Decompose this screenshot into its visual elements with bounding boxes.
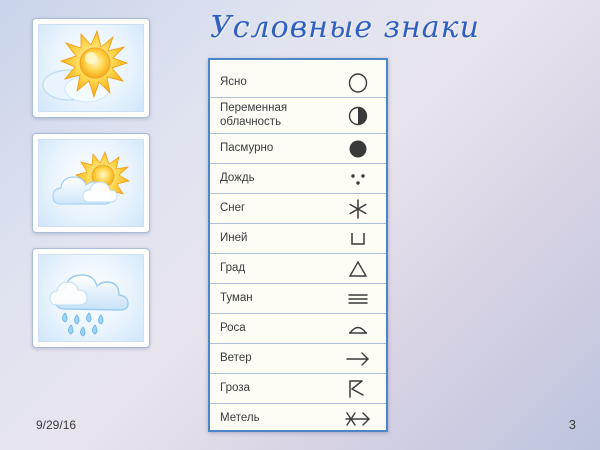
table-row — [210, 98, 386, 134]
legend-label: Туман — [220, 291, 253, 304]
partly-cloudy-photo — [32, 133, 150, 233]
legend-label: Град — [220, 261, 246, 274]
sun-behind-cloud-icon — [39, 140, 144, 227]
half-filled-circle-icon — [336, 105, 380, 127]
dew-arc-icon — [336, 318, 380, 340]
legend-label: Пасмурно — [220, 141, 274, 154]
table-row — [210, 374, 386, 404]
legend-label: Ветер — [220, 351, 252, 364]
table-row — [210, 344, 386, 374]
hail-triangle-icon — [336, 258, 380, 280]
fog-lines-icon — [336, 288, 380, 310]
table-row — [210, 404, 386, 434]
table-row — [210, 164, 386, 194]
rain-dots-icon — [336, 168, 380, 190]
wind-arrow-icon — [336, 348, 380, 370]
legend-label: Метель — [220, 412, 260, 425]
slide-date: 9/29/16 — [36, 418, 77, 432]
sun-icon — [39, 25, 144, 112]
legend-label: Снег — [220, 201, 246, 214]
legend-label: Роса — [220, 321, 246, 334]
rain-cloud-icon — [39, 255, 144, 342]
sunny-photo-inner — [38, 24, 144, 112]
legend-label: Иней — [220, 231, 248, 244]
table-row — [210, 194, 386, 224]
legend-label: Гроза — [220, 381, 250, 394]
weather-symbols-table — [208, 58, 388, 432]
thunderstorm-flag-icon — [336, 378, 380, 400]
table-row — [210, 314, 386, 344]
partly-cloudy-photo-inner — [38, 139, 144, 227]
snow-asterisk-icon — [336, 198, 380, 220]
page-title: Условные знаки — [210, 10, 480, 45]
legend-label: Дождь — [220, 171, 255, 184]
sunny-photo — [32, 18, 150, 118]
rain-photo — [32, 248, 150, 348]
circle-outline-icon — [336, 72, 380, 94]
slide-number: 3 — [568, 417, 576, 432]
table-row — [210, 224, 386, 254]
blizzard-arrow-icon — [336, 408, 380, 430]
legend-label: Ясно — [220, 75, 247, 88]
table-row — [210, 254, 386, 284]
rain-photo-inner — [38, 254, 144, 342]
frost-bracket-icon — [336, 228, 380, 250]
table-row — [210, 68, 386, 98]
legend-label: Переменная облачность — [220, 102, 288, 128]
table-row — [210, 284, 386, 314]
filled-circle-icon — [336, 138, 380, 160]
table-row — [210, 134, 386, 164]
